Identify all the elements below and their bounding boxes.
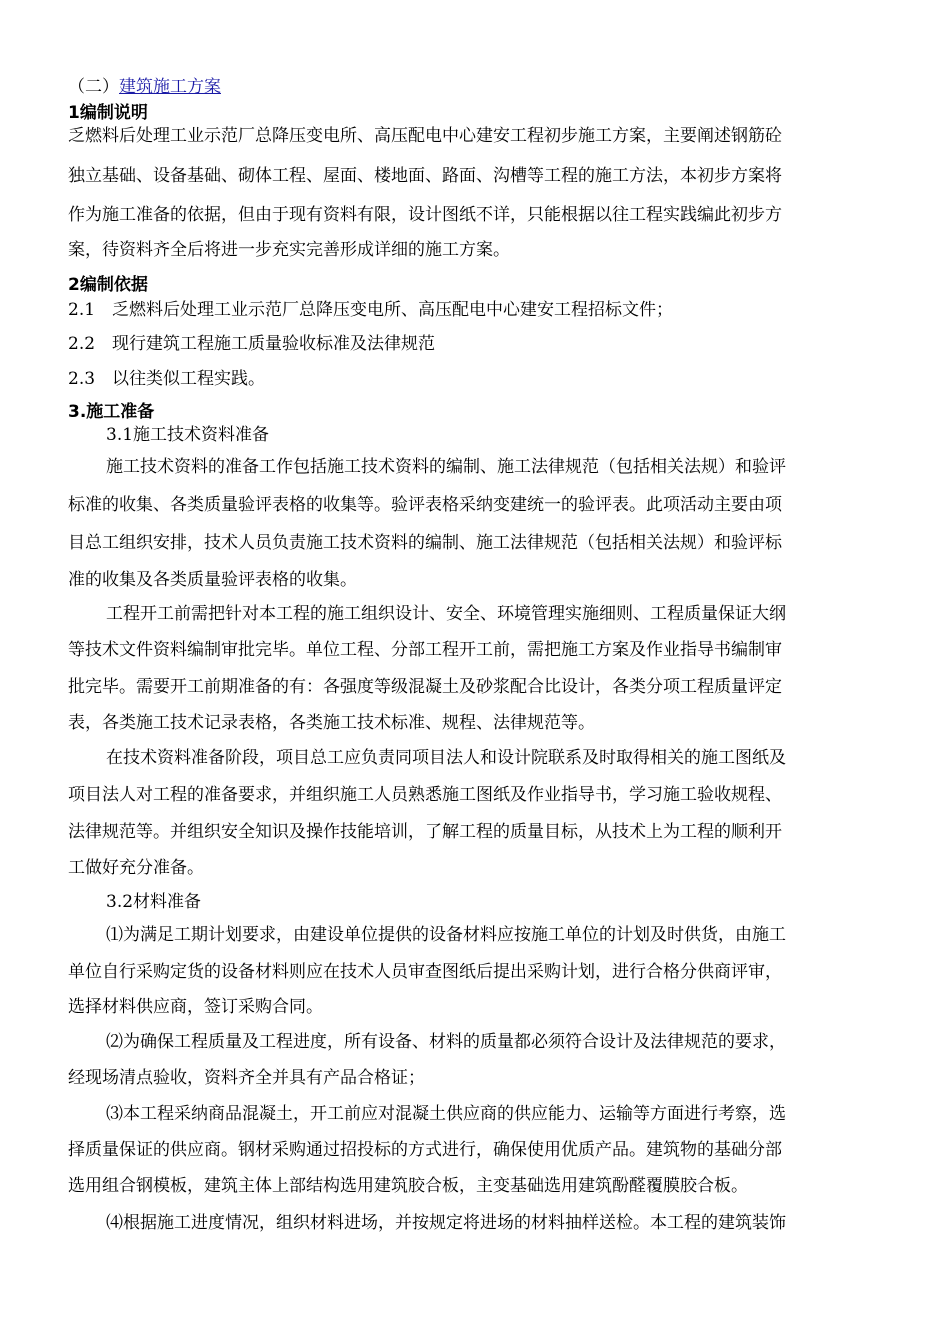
paragraph-3-1a-line: 标准的收集、各类质量验评表格的收集等。验评表格采纳变建统一的验评表。此项活动主要由项 — [68, 495, 782, 515]
basis-item: 2.2 现行建筑工程施工质量验收标准及法律规范 — [68, 334, 436, 354]
section-header — [68, 77, 221, 97]
material-item-3-line: 择质量保证的供应商。钢材采购通过招投标的方式进行，确保使用优质产品。建筑物的基础分部 — [68, 1140, 782, 1160]
paragraph-3-1c-line: 项目法人对工程的准备要求，并组织施工人员熟悉施工图纸及作业指导书，学习施工验收规程、 — [68, 785, 782, 805]
paragraph-3-1b-line: 表，各类施工技术记录表格，各类施工技术标准、规程、法律规范等。 — [68, 713, 595, 733]
paragraph-3-1c-line: 工做好充分准备。 — [68, 858, 204, 878]
paragraph-3-1b-line: 工程开工前需把针对本工程的施工组织设计、安全、环境管理实施细则、工程质量保证大纲 — [106, 604, 786, 624]
paragraph-1-line: 乏燃料后处理工业示范厂总降压变电所、高压配电中心建安工程初步施工方案，主要阐述钢筋砼 — [68, 126, 782, 146]
material-item-1-line: ⑴为满足工期计划要求，由建设单位提供的设备材料应按施工单位的计划及时供货，由施工 — [106, 925, 786, 945]
paragraph-1-line: 案，待资料齐全后将进一步充实完善形成详细的施工方案。 — [68, 240, 510, 260]
heading-3: 3.施工准备 — [68, 402, 155, 422]
material-item-2-line: ⑵为确保工程质量及工程进度，所有设备、材料的质量都必须符合设计及法律规范的要求， — [106, 1032, 786, 1052]
paragraph-3-1b-line: 批完毕。需要开工前期准备的有：各强度等级混凝土及砂浆配合比设计，各类分项工程质量评定 — [68, 677, 782, 697]
material-item-4-line: ⑷根据施工进度情况，组织材料进场，并按规定将进场的材料抽样送检。本工程的建筑装饰 — [106, 1213, 786, 1233]
material-item-2-line: 经现场清点验收，资料齐全并具有产品合格证； — [68, 1068, 425, 1088]
paragraph-3-1c-line: 法律规范等。并组织安全知识及操作技能培训，了解工程的质量目标，从技术上为工程的顺利开 — [68, 822, 782, 842]
heading-1: 1编制说明 — [68, 103, 148, 123]
paragraph-3-1b-line: 等技术文件资料编制审批完毕。单位工程、分部工程开工前，需把施工方案及作业指导书编制审 — [68, 640, 782, 660]
subsection-3-1-title: 3.1施工技术资料准备 — [106, 425, 270, 445]
basis-item: 2.3 以往类似工程实践。 — [68, 369, 266, 389]
basis-item: 2.1 乏燃料后处理工业示范厂总降压变电所、高压配电中心建安工程招标文件； — [68, 300, 674, 320]
subsection-3-2-title: 3.2材料准备 — [106, 892, 202, 912]
paragraph-3-1c-line: 在技术资料准备阶段，项目总工应负责同项目法人和设计院联系及时取得相关的施工图纸及 — [106, 748, 786, 768]
paragraph-1-line: 独立基础、设备基础、砌体工程、屋面、楼地面、路面、沟槽等工程的施工方法，本初步方案将 — [68, 166, 782, 186]
paragraph-1-line: 作为施工准备的依据，但由于现有资料有限，设计图纸不详，只能根据以往工程实践编此初步方 — [68, 205, 782, 225]
paragraph-3-1a-line: 目总工组织安排，技术人员负责施工技术资料的编制、施工法律规范（包括相关法规）和验评标 — [68, 533, 782, 553]
material-item-1-line: 单位自行采购定货的设备材料则应在技术人员审查图纸后提出采购计划，进行合格分供商评审， — [68, 962, 782, 982]
material-item-3-line: 选用组合钢模板，建筑主体上部结构选用建筑胶合板，主变基础选用建筑酚醛覆膜胶合板。 — [68, 1176, 748, 1196]
section-prefix: （二） — [68, 77, 119, 97]
heading-2: 2编制依据 — [68, 275, 148, 295]
section-title-link[interactable]: 建筑施工方案 — [119, 77, 221, 97]
paragraph-3-1a-line: 准的收集及各类质量验评表格的收集。 — [68, 570, 357, 590]
material-item-1-line: 选择材料供应商，签订采购合同。 — [68, 997, 323, 1017]
material-item-3-line: ⑶本工程采纳商品混凝土，开工前应对混凝土供应商的供应能力、运输等方面进行考察，选 — [106, 1104, 786, 1124]
paragraph-3-1a-line: 施工技术资料的准备工作包括施工技术资料的编制、施工法律规范（包括相关法规）和验评 — [106, 457, 786, 477]
